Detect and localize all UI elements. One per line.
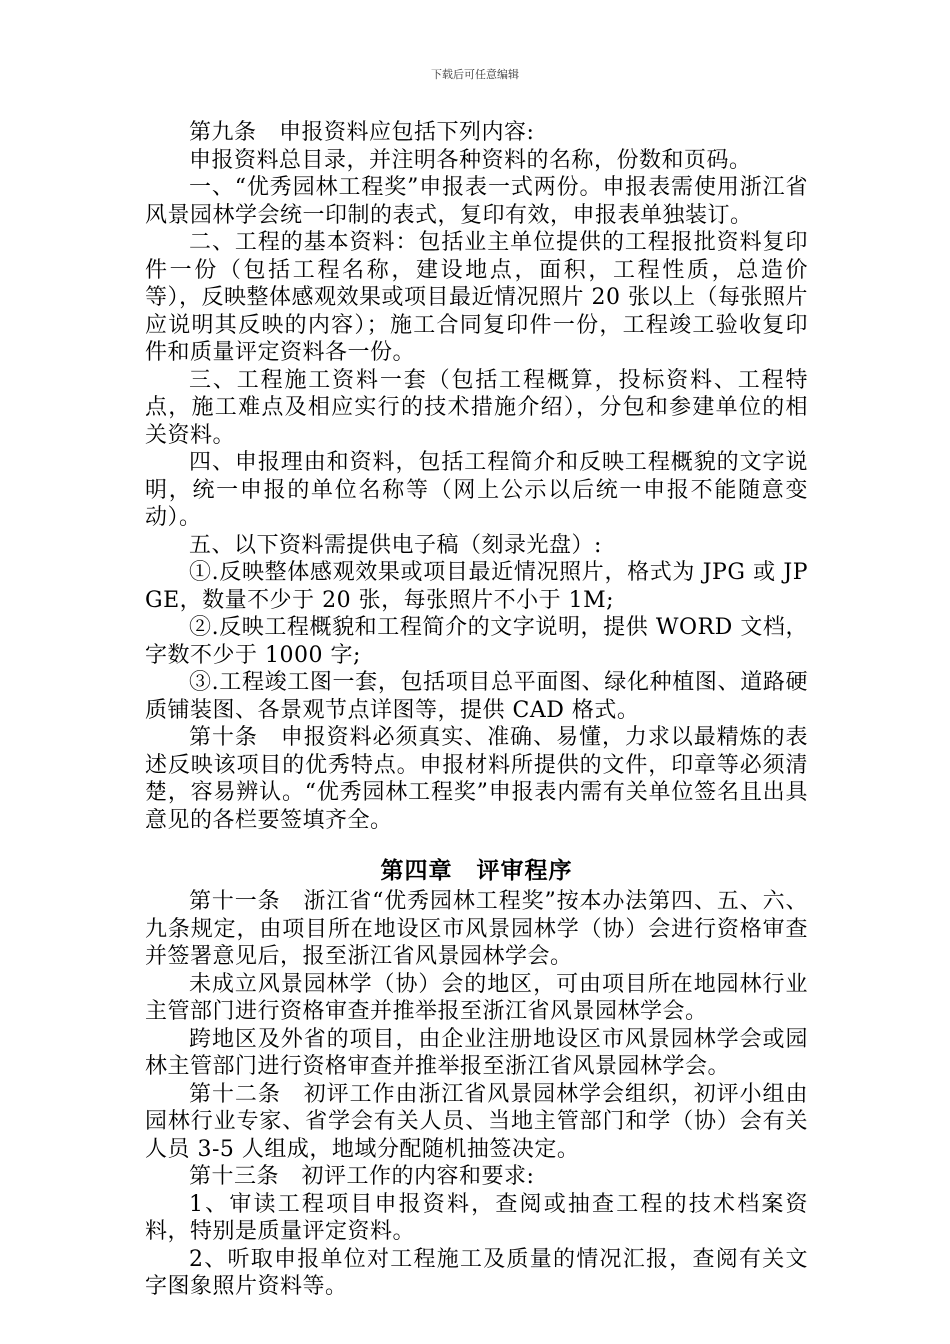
paragraph: ②.反映工程概貌和工程简介的文字说明，提供 WORD 文档，字数不少于 1000 字; <box>145 615 808 668</box>
paragraph: 未成立风景园林学（协）会的地区，可由项目所在地园林行业主管部门进行资格审查并推举报至浙江省风景园林学会。 <box>145 971 808 1024</box>
paragraph: 1、审读工程项目申报资料，查阅或抽查工程的技术档案资料，特别是质量评定资料。 <box>145 1191 808 1244</box>
document-body <box>145 119 808 1301</box>
paragraph: 一、“优秀园林工程奖”申报表一式两份。申报表需使用浙江省风景园林学会统一印制的表式，复印有效，申报表单独装订。 <box>145 175 808 228</box>
spacer <box>145 834 808 846</box>
paragraph: ①.反映整体感观效果或项目最近情况照片，格式为 JPG 或 JPGE，数量不少于 20 张，每张照片不小于 1M; <box>145 560 808 613</box>
paragraph: 二、工程的基本资料：包括业主单位提供的工程报批资料复印件一份（包括工程名称，建设地点，面积，工程性质，总造价等），反映整体感观效果或项目最近情况照片 20 张以上（每张照片应说明其反映的内容）；施工合同复印件一份，工程竣工验收复印件和质量评定资料各一份。 <box>145 230 808 365</box>
paragraph: 四、申报理由和资料，包括工程简介和反映工程概貌的文字说明，统一申报的单位名称等（网上公示以后统一申报不能随意变动）。 <box>145 450 808 530</box>
paragraph: 第十三条 初评工作的内容和要求: <box>189 1164 535 1189</box>
paragraph: 三、工程施工资料一套（包括工程概算，投标资料、工程特点，施工难点及相应实行的技术措施介绍），分包和参建单位的相关资料。 <box>145 367 808 448</box>
paragraph: 2、听取申报单位对工程施工及质量的情况汇报，查阅有关文字图象照片资料等。 <box>145 1246 808 1299</box>
paragraph: 第九条 申报资料应包括下列内容: <box>189 120 535 145</box>
chapter-title: 第四章 评审程序 <box>380 858 573 884</box>
paragraph: 五、以下资料需提供电子稿（刻录光盘）: <box>189 532 602 558</box>
paragraph: ③.工程竣工图一套，包括项目总平面图、绿化种植图、道路硬质铺装图、各景观节点详图等，提供 CAD 格式。 <box>145 670 808 723</box>
paragraph: 第十一条 浙江省“优秀园林工程奖”按本办法第四、五、六、九条规定，由项目所在地设区市风景园林学（协）会进行资格审查并签署意见后，报至浙江省风景园林学会。 <box>145 889 808 969</box>
header-note: 下载后可任意编辑 <box>431 68 519 81</box>
paragraph: 申报资料总目录，并注明各种资料的名称，份数和页码。 <box>189 147 752 173</box>
paragraph: 第十二条 初评工作由浙江省风景园林学会组织，初评小组由园林行业专家、省学会有关人员、当地主管部门和学（协）会有关人员 3-5 人组成，地域分配随机抽签决定。 <box>145 1081 808 1162</box>
paragraph: 跨地区及外省的项目，由企业注册地设区市风景园林学会或园林主管部门进行资格审查并推举报至浙江省风景园林学会。 <box>145 1026 808 1079</box>
paragraph: 第十条 申报资料必须真实、准确、易懂，力求以最精炼的表述反映该项目的优秀特点。申报材料所提供的文件，印章等必须清楚，容易辨认。“优秀园林工程奖”申报表内需有关单位签名且出具意见的各栏要签填齐全。 <box>145 725 808 833</box>
